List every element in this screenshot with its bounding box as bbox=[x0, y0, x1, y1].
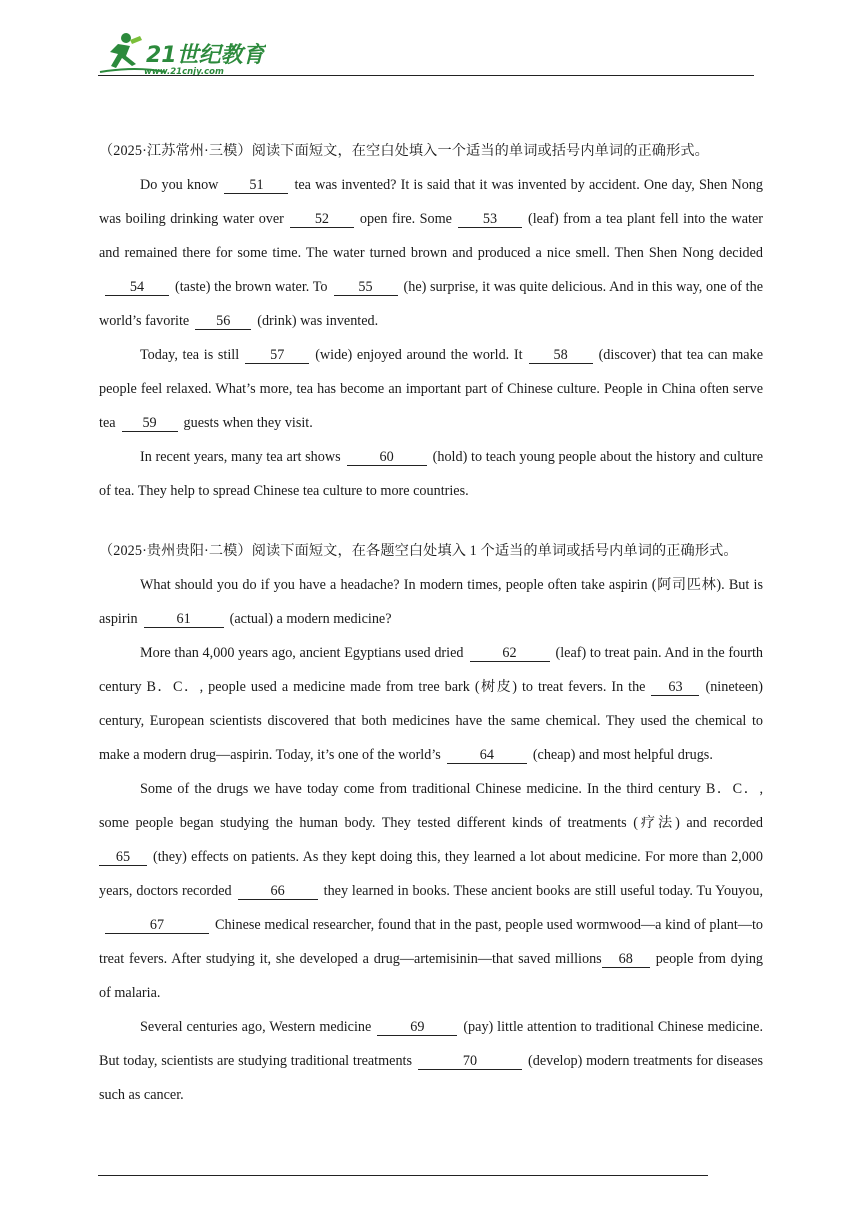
blank-66[interactable]: 66 bbox=[238, 883, 318, 900]
logo-url: www.21cnjy.com bbox=[144, 67, 224, 77]
blank-64[interactable]: 64 bbox=[447, 747, 527, 764]
section1-heading: （2025·江苏常州·三模）阅读下面短文，在空白处填入一个适当的单词或括号内单词的正确形式。 bbox=[99, 143, 709, 159]
section2-paragraph-2: More than 4,000 years ago, ancient Egyptians used dried 62 (leaf) to treat pain. And in the fourth century B．C．, people used a medicine made from tree bark (树皮) to treat fevers. In the 63 (nineteen) century, European scientists discovered that both medicines have the same chemical. They used the chemical to make a modern drug—aspirin. Today, it’s one of the world’s 64 (cheap) and most helpful drugs. bbox=[99, 645, 763, 763]
blank-69[interactable]: 69 bbox=[377, 1019, 457, 1036]
section1-paragraph-2: Today, tea is still 57 (wide) enjoyed around the world. It 58 (discover) that tea can make people feel relaxed. What’s more, tea has become an important part of Chinese culture. People in China often serve tea 59 guests when they visit. bbox=[99, 347, 763, 431]
logo-brand: 21世纪教育 bbox=[146, 43, 265, 68]
section2-paragraph-4: Several centuries ago, Western medicine 69 (pay) little attention to traditional Chinese medicine. But today, scientists are studying traditional treatments 70 (develop) modern treatments for diseases such as cancer. bbox=[99, 1019, 764, 1103]
runner-logo-icon bbox=[96, 30, 266, 78]
blank-55[interactable]: 55 bbox=[334, 279, 398, 296]
blank-56[interactable]: 56 bbox=[195, 313, 251, 330]
worksheet bbox=[99, 134, 763, 1112]
blank-61[interactable]: 61 bbox=[144, 611, 224, 628]
blank-67[interactable]: 67 bbox=[105, 917, 209, 934]
blank-53[interactable]: 53 bbox=[458, 211, 522, 228]
footer-rule bbox=[98, 1175, 708, 1176]
blank-58[interactable]: 58 bbox=[529, 347, 593, 364]
blank-60[interactable]: 60 bbox=[347, 449, 427, 466]
blank-62[interactable]: 62 bbox=[470, 645, 550, 662]
blank-57[interactable]: 57 bbox=[245, 347, 309, 364]
blank-65[interactable]: 65 bbox=[99, 849, 147, 866]
section2-paragraph-1: What should you do if you have a headache? In modern times, people often take aspirin (阿司匹林). But is aspirin 61 (actual) a modern medicine? bbox=[99, 577, 763, 627]
section1-paragraph-1: Do you know 51 tea was invented? It is said that it was invented by accident. One day, Shen Nong was boiling drinking water over 52 open fire. Some 53 (leaf) from a tea plant fell into the water and remained there for some time. The water turned brown and produced a nice smell. Then Shen Nong decided54 (taste) the brown water. To 55 (he) surprise, it was quite delicious. And in this way, one of the world’s favorite 56 (drink) was invented. bbox=[99, 177, 763, 329]
blank-63[interactable]: 63 bbox=[651, 679, 699, 696]
section1-paragraph-3: In recent years, many tea art shows 60 (hold) to teach young people about the history and culture of tea. They help to spread Chinese tea culture to more countries. bbox=[99, 449, 763, 499]
blank-51[interactable]: 51 bbox=[224, 177, 288, 194]
blank-59[interactable]: 59 bbox=[122, 415, 178, 432]
logo bbox=[96, 30, 266, 78]
section2-heading: （2025·贵州贵阳·二模）阅读下面短文，在各题空白处填入 1 个适当的单词或括号内单词的正确形式。 bbox=[99, 543, 738, 559]
section2-paragraph-3: Some of the drugs we have today come from traditional Chinese medicine. In the third century B．C．, some people began studying the human body. They tested different kinds of treatments (疗法) and recorded65 (they) effects on patients. As they kept doing this, they learned a lot about medicine. For more than 2,000 years, doctors recorded 66 they learned in books. These ancient books are still useful today. Tu Youyou,67 Chinese medical researcher, found that in the past, people used wormwood—a kind of plant—to treat fevers. After studying it, she developed a drug—artemisinin—that saved millions 68 people from dying of malaria. bbox=[99, 781, 764, 1001]
blank-54[interactable]: 54 bbox=[105, 279, 169, 296]
header-rule bbox=[98, 75, 754, 76]
blank-52[interactable]: 52 bbox=[290, 211, 354, 228]
blank-70[interactable]: 70 bbox=[418, 1053, 522, 1070]
blank-68[interactable]: 68 bbox=[602, 951, 650, 968]
